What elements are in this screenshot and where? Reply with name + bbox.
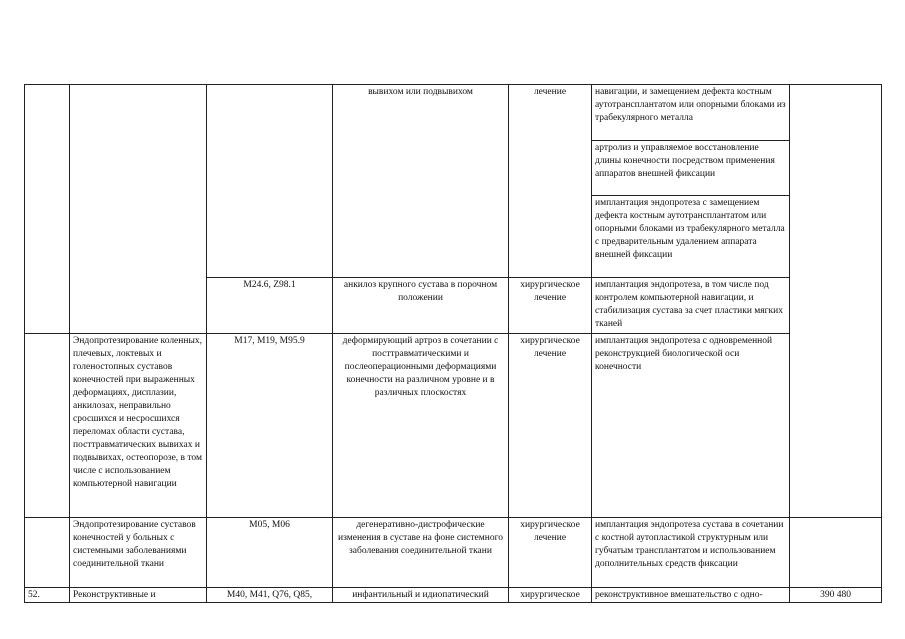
- cell-codes: M17, M19, M95.9: [207, 334, 333, 518]
- cell-treatment: лечение: [509, 85, 592, 278]
- cell-cost: [790, 85, 882, 518]
- cell-codes: M40, M41, Q76, Q85,: [207, 588, 333, 603]
- cell-num: 52.: [25, 588, 70, 603]
- cell-name: Эндопротезирование коленных, плечевых, локтевых и голеностопных суставов конечностей при выраженных деформациях, дисплазии, анкилозах, неправильно сросшихся и несросшихся переломах области сустава, посттравматических вывихах и подвывихах, остеопорозе, в том числе с использованием компьютерной навигации: [70, 334, 207, 518]
- cell-diagnosis: деформирующий артроз в сочетании с посттравматическими и послеоперационными деформациями конечности на различном уровне и в различных плоскостях: [333, 334, 509, 518]
- cell-treatment: хирургическое лечение: [509, 278, 592, 334]
- cell-method: имплантация эндопротеза с одновременной реконструкцией биологической оси конечности: [592, 334, 790, 518]
- cell-method: имплантация эндопротеза сустава в сочетании с костной аутопластикой структурным или губчатым трансплантатом и использованием дополнительных средств фиксации: [592, 518, 790, 588]
- cell-treatment: хирургическое лечение: [509, 334, 592, 518]
- cell-num: [25, 85, 70, 334]
- cell-num: [25, 518, 70, 588]
- cell-cost: 390 480: [790, 588, 882, 603]
- table-row: [25, 588, 882, 603]
- cell-cost: [790, 518, 882, 588]
- cell-name: Реконструктивные и: [70, 588, 207, 603]
- medical-care-table: [24, 84, 882, 603]
- cell-diagnosis: инфантильный и идиопатический: [333, 588, 509, 603]
- cell-diagnosis: вывихом или подвывихом: [333, 85, 509, 278]
- cell-num: [25, 334, 70, 518]
- cell-name: [70, 85, 207, 334]
- table-row: [25, 518, 882, 588]
- cell-codes: M05, M06: [207, 518, 333, 588]
- cell-diagnosis: дегенеративно-дистрофические изменения в суставе на фоне системного заболевания соединительной ткани: [333, 518, 509, 588]
- cell-codes: [207, 85, 333, 278]
- table-row: [25, 334, 882, 518]
- cell-method: имплантация эндопротеза с замещением дефекта костным аутотрансплантатом или опорными блоками из трабекулярного металла с предварительным удалением аппарата внешней фиксации: [592, 196, 790, 278]
- cell-codes: M24.6, Z98.1: [207, 278, 333, 334]
- cell-method: реконструктивное вмешательство с одно-: [592, 588, 790, 603]
- cell-method: навигации, и замещением дефекта костным аутотрансплантатом или опорными блоками из трабекулярного металла: [592, 85, 790, 141]
- cell-diagnosis: анкилоз крупного сустава в порочном положении: [333, 278, 509, 334]
- cell-treatment: хирургическое лечение: [509, 518, 592, 588]
- cell-method: имплантация эндопротеза, в том числе под контролем компьютерной навигации, и стабилизация сустава за счет пластики мягких тканей: [592, 278, 790, 334]
- cell-name: Эндопротезирование суставов конечностей у больных с системными заболеваниями соединительной ткани: [70, 518, 207, 588]
- table-row: [25, 85, 882, 141]
- cell-method: артролиз и управляемое восстановление длины конечности посредством применения аппаратов внешней фиксации: [592, 141, 790, 196]
- cell-treatment: хирургическое: [509, 588, 592, 603]
